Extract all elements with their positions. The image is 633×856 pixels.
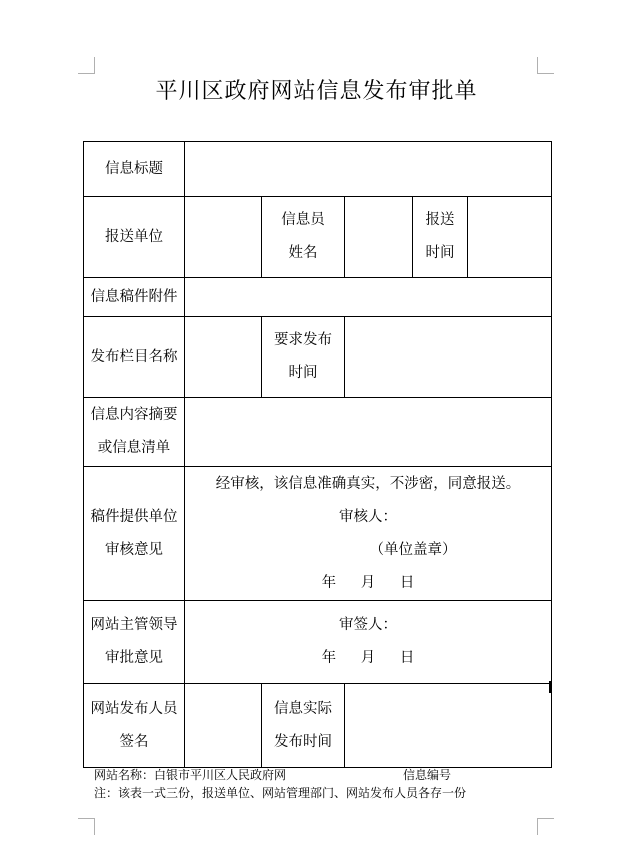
publisher-label-line1: 网站发布人员 [90,700,178,717]
actual-publish-time-field[interactable] [345,684,552,768]
copies-note: 注：该表一式三份，报送单位、网站管理部门、网站发布人员各存一份 [94,786,467,800]
review-opinion-label-line1: 稿件提供单位 [90,508,178,525]
review-opinion-label-line2: 审核意见 [105,541,163,558]
table-row [84,398,552,467]
actual-publish-time-label [262,684,345,768]
page-corner-mark [78,818,95,835]
page-corner-mark [78,57,95,74]
date-year: 年 [321,574,337,591]
table-row [84,317,552,398]
required-time-field[interactable] [345,317,552,398]
info-officer-field[interactable] [345,197,413,278]
summary-label-line2: 或信息清单 [97,440,171,456]
reviewer-label: 审核人： [339,508,398,525]
attachment-label: 信息稿件附件 [84,278,185,317]
info-title-label: 信息标题 [84,142,185,197]
review-date [185,567,551,600]
signer-label: 审签人： [339,617,398,633]
summary-label-line1: 信息内容摘要 [90,407,178,423]
approval-opinion-label-line2: 审批意见 [105,650,163,666]
column-name-label: 发布栏目名称 [84,317,185,398]
date-year: 年 [321,650,337,666]
publisher-signature-label [84,684,185,768]
attachment-field[interactable] [185,278,552,317]
info-officer-label-line2: 姓名 [288,245,318,261]
date-month: 月 [360,574,376,591]
page-corner-mark [537,818,554,835]
info-officer-label-line1: 信息员 [281,212,325,228]
publisher-label-line2: 签名 [119,733,149,750]
table-row [84,278,552,317]
review-opinion-field[interactable] [185,467,552,601]
approval-opinion-label [84,601,185,684]
report-time-label [413,197,468,278]
report-time-label-line1: 报送 [425,212,455,228]
table-row [84,601,552,684]
actual-time-label-line2: 发布时间 [274,733,332,750]
report-unit-label: 报送单位 [84,197,185,278]
page-corner-mark [537,57,554,74]
approval-date [185,642,551,675]
required-time-label-line2: 时间 [288,365,318,381]
summary-label [84,398,185,467]
review-opinion-label [84,467,185,601]
required-time-label-line1: 要求发布 [274,332,332,348]
table-row [84,142,552,197]
site-name-note: 网站名称：白银市平川区人民政府网 [94,768,287,782]
actual-time-label-line1: 信息实际 [274,700,332,717]
info-number-label: 信息编号 [403,768,452,782]
info-title-field[interactable] [185,142,552,197]
table-row [84,684,552,768]
date-day: 日 [399,650,415,666]
text-cursor-mark [549,681,551,693]
page-title: 平川区政府网站信息发布审批单 [155,79,478,104]
report-unit-field[interactable] [185,197,262,278]
date-day: 日 [399,574,415,591]
required-time-label [262,317,345,398]
approval-opinion-label-line1: 网站主管领导 [90,617,178,633]
column-name-field[interactable] [185,317,262,398]
report-time-field[interactable] [468,197,552,278]
table-row [84,197,552,278]
info-officer-label [262,197,345,278]
approval-form-table [83,141,552,768]
report-time-label-line2: 时间 [425,245,455,261]
approval-opinion-field[interactable] [185,601,552,684]
review-statement: 经审核，该信息准确真实，不涉密，同意报送。 [215,475,521,492]
publisher-signature-field[interactable] [185,684,262,768]
summary-field[interactable] [185,398,552,467]
unit-seal-label: （单位盖章） [369,541,457,558]
table-row [84,467,552,601]
date-month: 月 [360,650,376,666]
